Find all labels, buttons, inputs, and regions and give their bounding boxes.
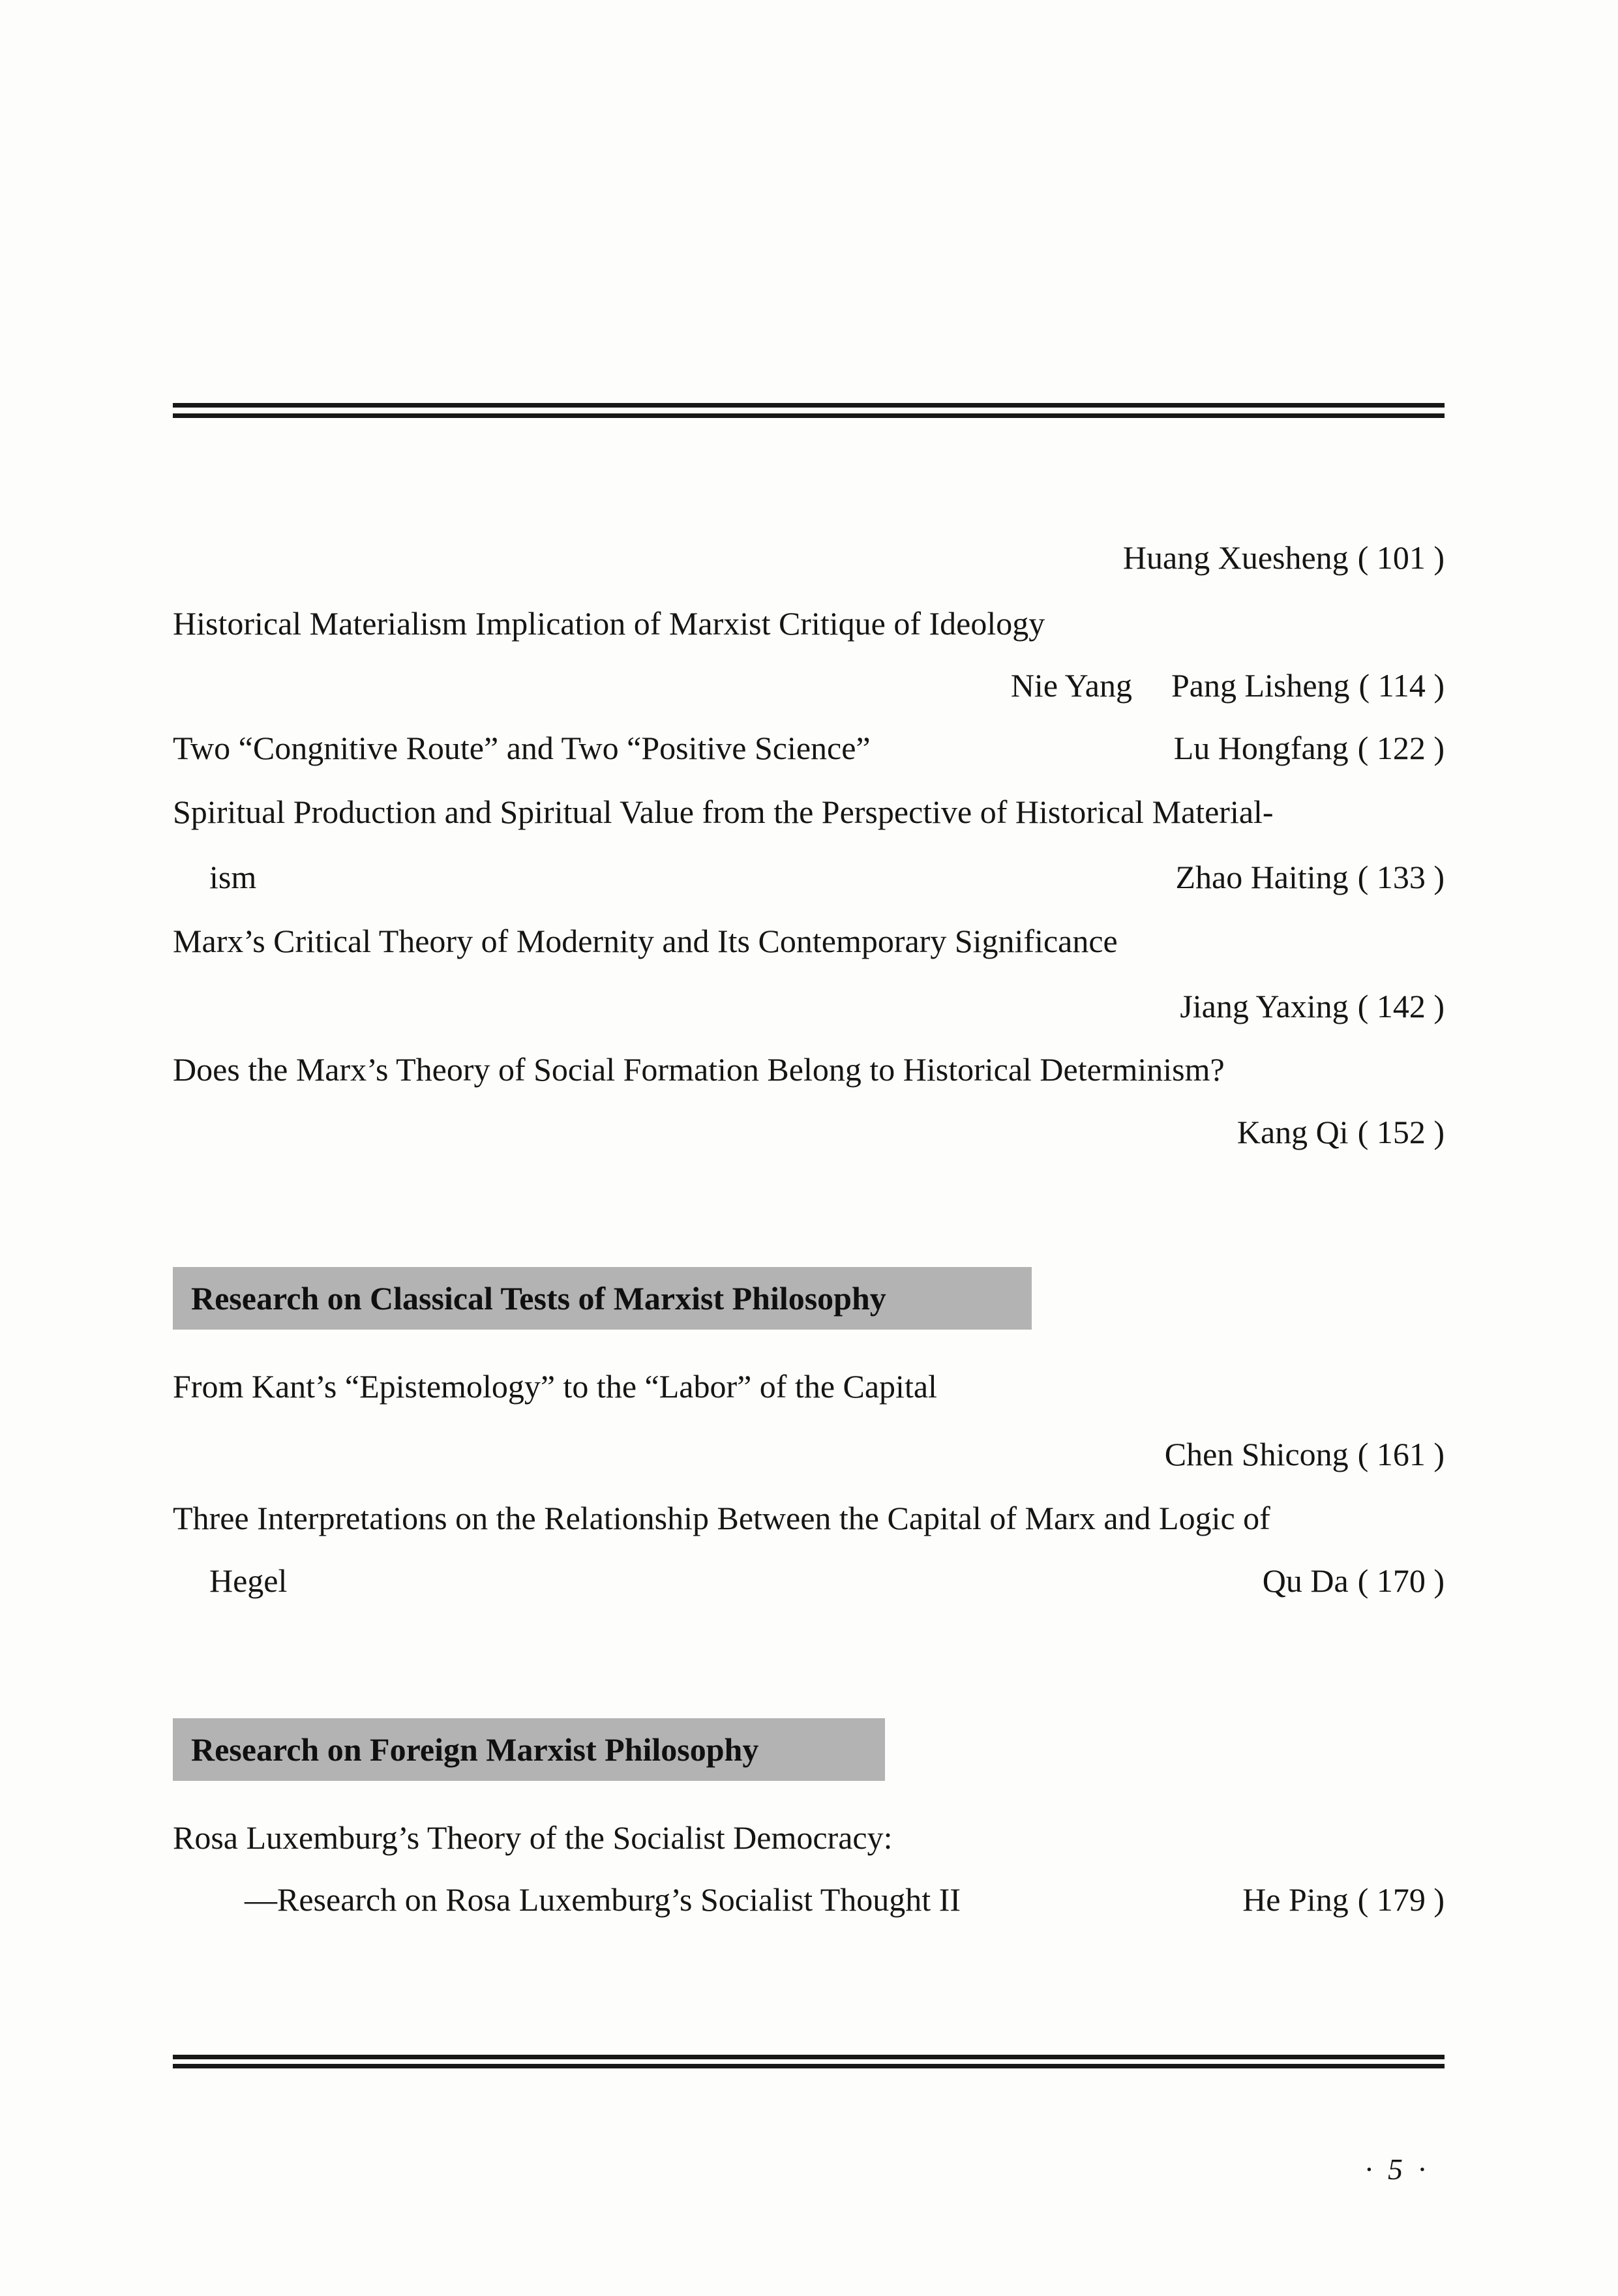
author-name: Chen Shicong (1164, 1436, 1349, 1472)
bottom-double-rule (173, 2055, 1445, 2068)
entry-title: From Kant’s “Epistemology” to the “Labor” of the Capital (173, 1368, 937, 1405)
author-name: Nie Yang (1010, 667, 1132, 704)
entry-title: Historical Materialism Implication of Marxist Critique of Ideology (173, 605, 1045, 642)
toc-entry-line (173, 1877, 1445, 1922)
toc-entry-line (173, 1558, 1445, 1603)
entry-page-number: ( 133 ) (1357, 859, 1445, 895)
section-header-label: Research on Foreign Marxist Philosophy (191, 1731, 759, 1768)
page-number: · 5 · (1365, 2153, 1430, 2186)
author-name: Pang Lisheng (1171, 667, 1350, 704)
toc-author-line (173, 663, 1445, 708)
entry-subtitle: —Research on Rosa Luxemburg’s Socialist Thought II (245, 1881, 961, 1918)
entry-title-continuation: Hegel (209, 1562, 288, 1599)
toc-title-line (173, 1495, 1445, 1541)
rule-line (173, 403, 1445, 408)
entry-title: Spiritual Production and Spiritual Value from the Perspective of Historical Material- (173, 794, 1274, 830)
author-name: Lu Hongfang (1173, 730, 1349, 766)
rule-line (173, 413, 1445, 418)
entry-page-number: ( 152 ) (1357, 1114, 1445, 1150)
entry-page-number: ( 170 ) (1357, 1562, 1445, 1599)
toc-author-line (173, 983, 1445, 1029)
author-block (1263, 1558, 1445, 1603)
author-name: He Ping (1242, 1881, 1349, 1918)
rule-line (173, 2055, 1445, 2059)
rule-line (173, 2064, 1445, 2068)
toc-author-line (173, 535, 1445, 580)
toc-entry-line (173, 725, 1445, 771)
toc-title-line (173, 1815, 1445, 1860)
rule-gap (173, 2059, 1445, 2064)
toc-title-line (173, 918, 1445, 964)
entry-page-number: ( 179 ) (1357, 1881, 1445, 1918)
toc-author-line (173, 1431, 1445, 1477)
toc-title-line (173, 601, 1445, 646)
section-header-classical-texts (173, 1267, 1032, 1330)
entry-title-continuation: ism (209, 859, 257, 895)
section-header-label: Research on Classical Tests of Marxist Philosophy (191, 1280, 886, 1317)
author-block (1174, 725, 1445, 771)
entry-page-number: ( 101 ) (1357, 539, 1445, 576)
rule-gap (173, 408, 1445, 413)
entry-page-number: ( 122 ) (1357, 730, 1445, 766)
entry-title: Three Interpretations on the Relationship Between the Capital of Marx and Logic of (173, 1500, 1270, 1536)
author-name: Jiang Yaxing (1180, 988, 1349, 1024)
entry-page-number: ( 161 ) (1357, 1436, 1445, 1472)
top-double-rule (173, 403, 1445, 418)
author-block (1175, 854, 1445, 900)
entry-title: Two “Congnitive Route” and Two “Positive Science” (173, 730, 871, 766)
entry-title: Rosa Luxemburg’s Theory of the Socialist Democracy: (173, 1819, 893, 1856)
entry-title: Does the Marx’s Theory of Social Formation Belong to Historical Determinism? (173, 1051, 1225, 1088)
toc-author-line (173, 1109, 1445, 1155)
entry-page-number: ( 142 ) (1357, 988, 1445, 1024)
toc-entry-line (173, 854, 1445, 900)
entry-title: Marx’s Critical Theory of Modernity and Its Contemporary Significance (173, 923, 1118, 959)
author-name: Zhao Haiting (1175, 859, 1349, 895)
author-name: Qu Da (1262, 1562, 1349, 1599)
toc-title-line (173, 789, 1445, 835)
author-name: Kang Qi (1236, 1114, 1349, 1150)
toc-title-line (173, 1364, 1445, 1409)
entry-page-number: ( 114 ) (1358, 667, 1445, 704)
toc-title-line (173, 1047, 1445, 1092)
section-header-foreign-marxist (173, 1718, 885, 1781)
author-block (1242, 1877, 1445, 1922)
author-name: Huang Xuesheng (1122, 539, 1349, 576)
